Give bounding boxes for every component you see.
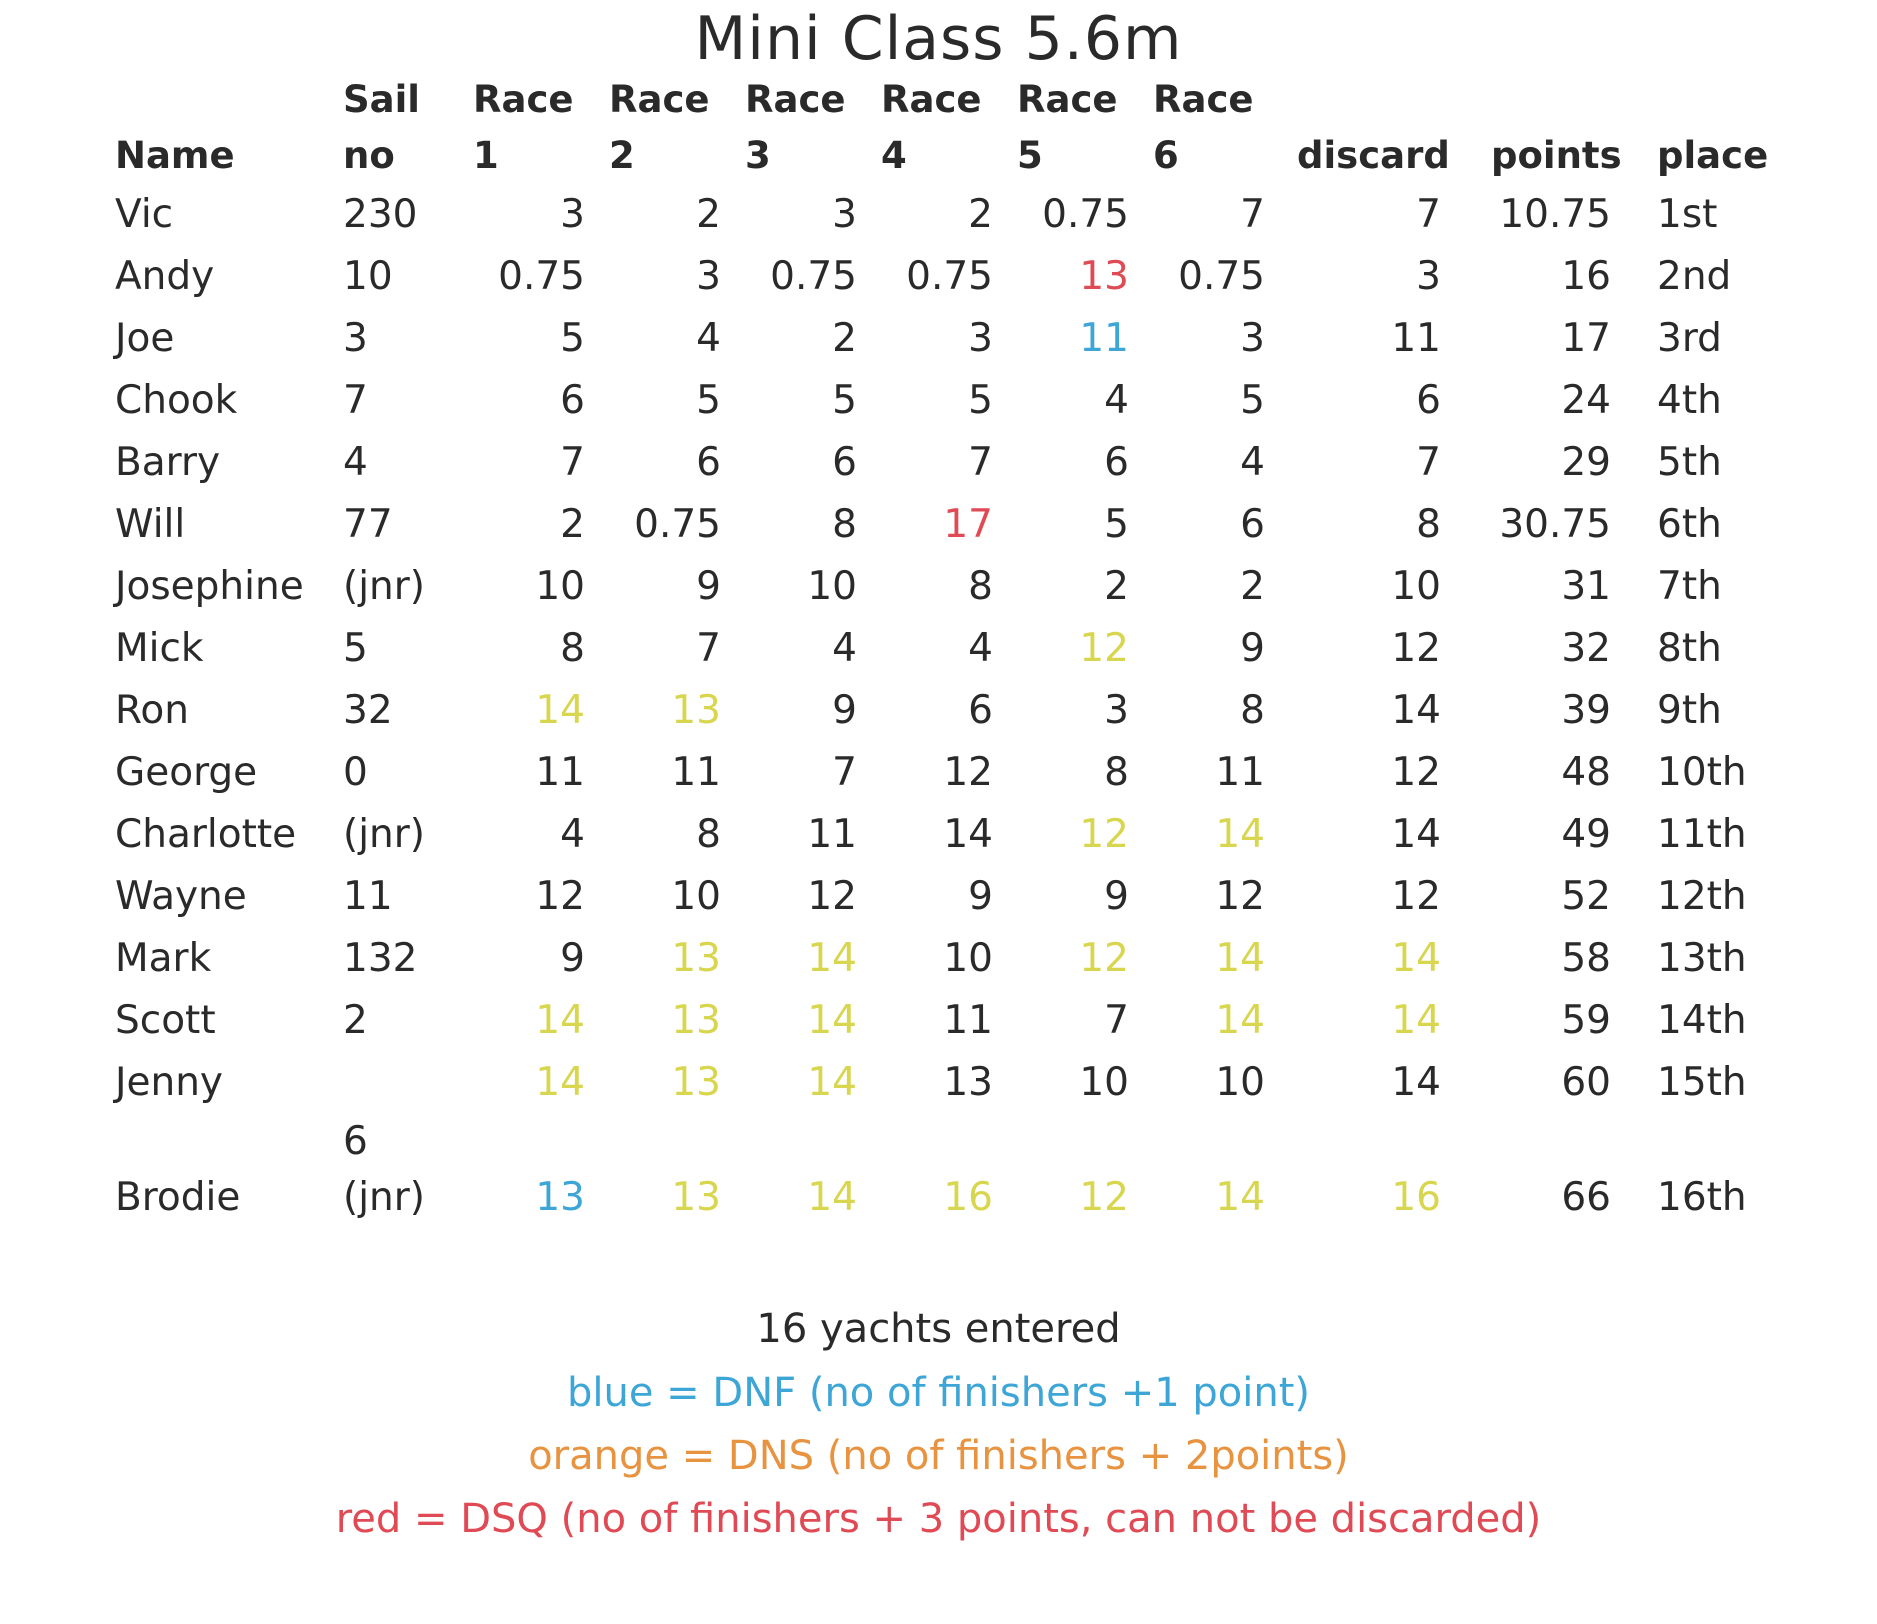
race-2-score-cell: 4	[696, 316, 721, 361]
race-5-score-cell: 0.75	[1042, 192, 1129, 237]
results-table	[115, 72, 1787, 1228]
race-3-score-cell: 9	[832, 688, 857, 733]
sail-no-cell: 132	[343, 936, 418, 981]
header-race-1	[463, 72, 599, 184]
discard-cell: 12	[1391, 626, 1441, 671]
place-cell: 13th	[1657, 936, 1747, 981]
race-4-score-cell: 0.75	[906, 254, 993, 299]
header-points-label: points	[1491, 134, 1622, 177]
place-cell: 10th	[1657, 750, 1747, 795]
table-row	[115, 556, 1787, 618]
race-4-score-cell: 16	[943, 1175, 993, 1220]
race-2-score-cell: 13	[671, 936, 721, 981]
race-1-score-cell: 13	[535, 1175, 585, 1220]
points-cell: 10.75	[1499, 192, 1611, 237]
race-5-score-cell: 7	[1104, 998, 1129, 1043]
sail-no-cell: 10	[343, 254, 393, 299]
discard-cell: 3	[1416, 254, 1441, 299]
sail-no-cell: 11	[343, 874, 393, 919]
header-discard	[1279, 72, 1467, 184]
race-5-score-cell: 12	[1079, 626, 1129, 671]
sailor-name-cell: Ron	[115, 688, 189, 733]
race-4-score-cell: 12	[943, 750, 993, 795]
sail-no-cell	[343, 1114, 463, 1228]
race-1-score-cell: 6	[560, 378, 585, 423]
race-2-score-cell: 10	[671, 874, 721, 919]
race-6-score-cell: 3	[1240, 316, 1265, 361]
race-1-score-cell: 0.75	[498, 254, 585, 299]
race-6-score-cell: 14	[1215, 936, 1265, 981]
race-3-score-cell: 6	[832, 440, 857, 485]
race-1-score-cell: 11	[535, 750, 585, 795]
points-cell: 17	[1561, 316, 1611, 361]
sailor-name-cell: Jenny	[115, 1060, 224, 1105]
race-3-score-cell: 7	[832, 750, 857, 795]
race-3-score-cell: 8	[832, 502, 857, 547]
table-row	[115, 742, 1787, 804]
race-3-score-cell: 0.75	[770, 254, 857, 299]
race-2-score-cell: 3	[696, 254, 721, 299]
sailor-name-cell: Barry	[115, 440, 221, 485]
sailor-name-cell: Mick	[115, 626, 204, 671]
header-race-number: 4	[881, 134, 907, 177]
place-cell: 15th	[1657, 1060, 1747, 1105]
race-3-score-cell: 4	[832, 626, 857, 671]
sailor-name-cell: Charlotte	[115, 812, 297, 857]
place-cell: 12th	[1657, 874, 1747, 919]
table-row	[115, 246, 1787, 308]
place-cell: 6th	[1657, 502, 1722, 547]
header-sail-line2: no	[343, 134, 395, 177]
race-3-score-cell: 11	[807, 812, 857, 857]
table-row	[115, 494, 1787, 556]
sail-no-cell: 77	[343, 502, 393, 547]
points-cell: 52	[1561, 874, 1611, 919]
race-2-score-cell: 11	[671, 750, 721, 795]
race-1-score-cell: 14	[535, 1060, 585, 1105]
header-sail-line1: Sail	[343, 78, 420, 121]
sailor-name-cell: Wayne	[115, 874, 247, 919]
race-6-score-cell: 2	[1240, 564, 1265, 609]
header-points	[1467, 72, 1637, 184]
header-row	[115, 72, 1787, 184]
place-cell: 5th	[1657, 440, 1722, 485]
race-6-score-cell: 5	[1240, 378, 1265, 423]
race-2-score-cell: 13	[671, 998, 721, 1043]
race-6-score-cell: 8	[1240, 688, 1265, 733]
race-6-score-cell: 11	[1215, 750, 1265, 795]
sail-no-cell: 2	[343, 998, 368, 1043]
race-5-score-cell: 9	[1104, 874, 1129, 919]
race-3-score-cell: 3	[832, 192, 857, 237]
table-row	[115, 1052, 1787, 1114]
page-title	[0, 4, 1877, 74]
header-name-label: Name	[115, 134, 235, 177]
race-1-score-cell: 12	[535, 874, 585, 919]
sailor-name-cell: Chook	[115, 378, 238, 423]
race-5-score-cell: 10	[1079, 1060, 1129, 1105]
sailor-name-cell: Brodie	[115, 1175, 241, 1220]
header-race-4	[871, 72, 1007, 184]
points-cell: 58	[1561, 936, 1611, 981]
discard-cell: 16	[1391, 1175, 1441, 1220]
race-5-score-cell: 8	[1104, 750, 1129, 795]
sail-no-cell: 7	[343, 378, 368, 423]
header-discard-label: discard	[1297, 134, 1450, 177]
discard-cell: 14	[1391, 936, 1441, 981]
points-cell: 31	[1561, 564, 1611, 609]
points-cell: 29	[1561, 440, 1611, 485]
dnf-legend-note: blue = DNF (no of finishers +1 point)	[566, 1370, 1311, 1416]
discard-cell: 14	[1391, 998, 1441, 1043]
sail-no-cell: 4	[343, 440, 368, 485]
header-race-label: Race	[1153, 78, 1254, 121]
sailor-name-cell: Josephine	[115, 564, 304, 609]
place-cell: 3rd	[1657, 316, 1722, 361]
sail-no-cell: 230	[343, 192, 418, 237]
points-cell: 32	[1561, 626, 1611, 671]
race-5-score-cell: 12	[1079, 936, 1129, 981]
sail-no-cell: 5	[343, 626, 368, 671]
header-race-number: 2	[609, 134, 635, 177]
discard-cell: 8	[1416, 502, 1441, 547]
header-race-label: Race	[1017, 78, 1118, 121]
sailor-name-cell: Will	[115, 502, 186, 547]
race-2-score-cell: 13	[671, 1175, 721, 1220]
race-4-score-cell: 14	[943, 812, 993, 857]
race-4-score-cell: 11	[943, 998, 993, 1043]
sailor-name-cell: Vic	[115, 192, 174, 237]
header-place-label: place	[1657, 134, 1769, 177]
race-3-score-cell: 12	[807, 874, 857, 919]
table-row	[115, 432, 1787, 494]
race-4-score-cell: 13	[943, 1060, 993, 1105]
sail-no-line: (jnr)	[343, 1175, 426, 1220]
points-cell: 49	[1561, 812, 1611, 857]
dsq-legend-note: red = DSQ (no of finishers + 3 points, can not be discarded)	[335, 1496, 1542, 1542]
place-cell: 1st	[1657, 192, 1718, 237]
table-row	[115, 866, 1787, 928]
place-cell: 2nd	[1657, 254, 1732, 299]
race-6-score-cell: 7	[1240, 192, 1265, 237]
race-6-score-cell: 10	[1215, 1060, 1265, 1105]
header-race-label: Race	[745, 78, 846, 121]
points-cell: 59	[1561, 998, 1611, 1043]
points-cell: 24	[1561, 378, 1611, 423]
race-1-score-cell: 4	[560, 812, 585, 857]
race-3-score-cell: 14	[807, 1060, 857, 1105]
dns-legend-note: orange = DNS (no of finishers + 2points)	[528, 1433, 1349, 1479]
header-race-label: Race	[609, 78, 710, 121]
discard-cell: 7	[1416, 440, 1441, 485]
place-cell: 8th	[1657, 626, 1722, 671]
race-6-score-cell: 9	[1240, 626, 1265, 671]
header-race-5	[1007, 72, 1143, 184]
table-row	[115, 184, 1787, 246]
sailor-name-cell: Andy	[115, 254, 215, 299]
race-4-score-cell: 6	[968, 688, 993, 733]
sail-no-cell: (jnr)	[343, 812, 426, 857]
race-6-score-cell: 14	[1215, 998, 1265, 1043]
header-race-6	[1143, 72, 1279, 184]
place-cell: 16th	[1657, 1175, 1747, 1220]
race-6-score-cell: 0.75	[1178, 254, 1265, 299]
race-2-score-cell: 2	[696, 192, 721, 237]
race-5-score-cell: 12	[1079, 812, 1129, 857]
place-cell: 4th	[1657, 378, 1722, 423]
race-5-score-cell: 2	[1104, 564, 1129, 609]
race-2-score-cell: 7	[696, 626, 721, 671]
race-4-score-cell: 10	[943, 936, 993, 981]
header-name	[115, 72, 343, 184]
race-5-score-cell: 4	[1104, 378, 1129, 423]
race-3-score-cell: 5	[832, 378, 857, 423]
race-1-score-cell: 14	[535, 998, 585, 1043]
points-cell: 66	[1561, 1175, 1611, 1220]
sailor-name-cell: Joe	[115, 316, 175, 361]
race-5-score-cell: 5	[1104, 502, 1129, 547]
race-2-score-cell: 5	[696, 378, 721, 423]
race-2-score-cell: 6	[696, 440, 721, 485]
race-5-score-cell: 12	[1079, 1175, 1129, 1220]
discard-cell: 11	[1391, 316, 1441, 361]
header-race-label: Race	[473, 78, 574, 121]
points-cell: 30.75	[1499, 502, 1611, 547]
sail-no-cell: (jnr)	[343, 564, 426, 609]
table-row	[115, 680, 1787, 742]
race-4-score-cell: 7	[968, 440, 993, 485]
sail-no-cell: 32	[343, 688, 393, 733]
discard-cell: 14	[1391, 812, 1441, 857]
table-row	[115, 308, 1787, 370]
sail-no-cell: 0	[343, 750, 368, 795]
table-row	[115, 990, 1787, 1052]
discard-cell: 12	[1391, 750, 1441, 795]
race-3-score-cell: 14	[807, 1175, 857, 1220]
page-title-text: Mini Class 5.6m	[694, 4, 1183, 74]
sailor-name-cell: George	[115, 750, 258, 795]
race-1-score-cell: 9	[560, 936, 585, 981]
header-place	[1637, 72, 1787, 184]
race-6-score-cell: 14	[1215, 812, 1265, 857]
header-race-label: Race	[881, 78, 982, 121]
race-4-score-cell: 3	[968, 316, 993, 361]
table-body	[115, 184, 1787, 1228]
table-row	[115, 370, 1787, 432]
table-header	[115, 72, 1787, 184]
discard-cell: 10	[1391, 564, 1441, 609]
race-1-score-cell: 3	[560, 192, 585, 237]
race-5-score-cell: 13	[1079, 254, 1129, 299]
header-race-number: 1	[473, 134, 499, 177]
race-4-score-cell: 8	[968, 564, 993, 609]
race-2-score-cell: 9	[696, 564, 721, 609]
sail-no-line: 6	[343, 1119, 368, 1164]
yachts-entered-note: 16 yachts entered	[756, 1306, 1121, 1352]
race-3-score-cell: 14	[807, 936, 857, 981]
place-cell: 9th	[1657, 688, 1722, 733]
place-cell: 7th	[1657, 564, 1722, 609]
race-1-score-cell: 2	[560, 502, 585, 547]
sail-no-cell: 3	[343, 316, 368, 361]
sail-no-cell	[343, 1052, 463, 1114]
sailor-name-cell: Scott	[115, 998, 216, 1043]
race-6-score-cell: 6	[1240, 502, 1265, 547]
race-4-score-cell: 17	[943, 502, 993, 547]
discard-cell: 14	[1391, 1060, 1441, 1105]
table-row	[115, 1114, 1787, 1228]
discard-cell: 12	[1391, 874, 1441, 919]
race-6-score-cell: 4	[1240, 440, 1265, 485]
table-row	[115, 804, 1787, 866]
place-cell: 11th	[1657, 812, 1747, 857]
table-row	[115, 618, 1787, 680]
race-1-score-cell: 8	[560, 626, 585, 671]
table-row	[115, 928, 1787, 990]
race-1-score-cell: 14	[535, 688, 585, 733]
header-race-number: 6	[1153, 134, 1179, 177]
race-1-score-cell: 5	[560, 316, 585, 361]
header-race-2	[599, 72, 735, 184]
points-cell: 60	[1561, 1060, 1611, 1105]
points-cell: 16	[1561, 254, 1611, 299]
header-sail-no	[343, 72, 463, 184]
race-4-score-cell: 9	[968, 874, 993, 919]
discard-cell: 14	[1391, 688, 1441, 733]
race-2-score-cell: 13	[671, 688, 721, 733]
race-2-score-cell: 0.75	[634, 502, 721, 547]
race-4-score-cell: 4	[968, 626, 993, 671]
discard-cell: 7	[1416, 192, 1441, 237]
sailor-name-cell: Mark	[115, 936, 212, 981]
race-1-score-cell: 10	[535, 564, 585, 609]
race-1-score-cell: 7	[560, 440, 585, 485]
race-2-score-cell: 13	[671, 1060, 721, 1105]
race-2-score-cell: 8	[696, 812, 721, 857]
place-cell: 14th	[1657, 998, 1747, 1043]
race-5-score-cell: 6	[1104, 440, 1129, 485]
race-6-score-cell: 14	[1215, 1175, 1265, 1220]
race-4-score-cell: 2	[968, 192, 993, 237]
race-4-score-cell: 5	[968, 378, 993, 423]
race-5-score-cell: 3	[1104, 688, 1129, 733]
race-3-score-cell: 10	[807, 564, 857, 609]
race-3-score-cell: 2	[832, 316, 857, 361]
race-3-score-cell: 14	[807, 998, 857, 1043]
header-race-number: 3	[745, 134, 771, 177]
race-6-score-cell: 12	[1215, 874, 1265, 919]
header-race-number: 5	[1017, 134, 1043, 177]
points-cell: 48	[1561, 750, 1611, 795]
race-5-score-cell: 11	[1079, 316, 1129, 361]
points-cell: 39	[1561, 688, 1611, 733]
header-race-3	[735, 72, 871, 184]
discard-cell: 6	[1416, 378, 1441, 423]
